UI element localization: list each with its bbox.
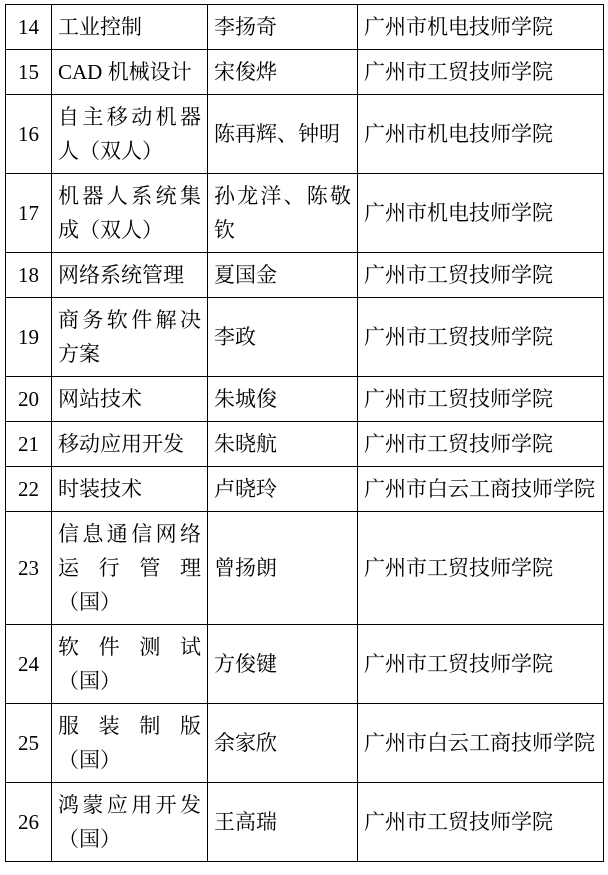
winner-name-cell	[208, 5, 358, 50]
row-number-cell	[6, 625, 52, 704]
school-name-cell	[358, 50, 604, 95]
winner-name-cell	[208, 467, 358, 512]
cell-line: 广州市工贸技师学院	[364, 263, 553, 287]
cell-line: 21	[18, 432, 39, 456]
row-number-cell	[6, 50, 52, 95]
cell-line: 曾扬朗	[214, 556, 277, 580]
cell-line: 软件测试	[58, 635, 201, 659]
cell-line: （国）	[58, 827, 121, 851]
cell-line: 19	[18, 325, 39, 349]
skill-name-cell	[52, 298, 208, 377]
table-row	[6, 95, 604, 174]
table-row	[6, 50, 604, 95]
cell-line: 宋俊烨	[214, 60, 277, 84]
cell-line: 方案	[58, 342, 100, 366]
cell-line: 26	[18, 810, 39, 834]
cell-line: （国）	[58, 748, 121, 772]
winner-name-cell	[208, 298, 358, 377]
winner-name-cell	[208, 625, 358, 704]
winner-name-cell	[208, 377, 358, 422]
school-name-cell	[358, 512, 604, 625]
row-number-cell	[6, 253, 52, 298]
table-row	[6, 625, 604, 704]
winner-name-cell	[208, 50, 358, 95]
skill-name-cell	[52, 704, 208, 783]
cell-line: 孙龙洋、陈敬	[214, 184, 351, 208]
skill-name-cell	[52, 783, 208, 862]
cell-line: 广州市工贸技师学院	[364, 432, 553, 456]
cell-line: 陈再辉、钟明	[214, 122, 340, 146]
row-number-cell	[6, 422, 52, 467]
winner-name-cell	[208, 783, 358, 862]
table-row	[6, 377, 604, 422]
winner-name-cell	[208, 512, 358, 625]
table-row	[6, 422, 604, 467]
cell-line: 机器人系统集	[58, 184, 201, 208]
school-name-cell	[358, 422, 604, 467]
cell-line: 广州市机电技师学院	[364, 122, 553, 146]
skill-name-cell	[52, 625, 208, 704]
cell-line: 自主移动机器	[58, 105, 201, 129]
row-number-cell	[6, 95, 52, 174]
skill-name-cell	[52, 174, 208, 253]
cell-line: 鸿蒙应用开发	[58, 793, 201, 817]
winner-name-cell	[208, 253, 358, 298]
school-name-cell	[358, 95, 604, 174]
school-name-cell	[358, 783, 604, 862]
cell-line: 15	[18, 60, 39, 84]
document-page	[0, 4, 608, 875]
cell-line: 广州市工贸技师学院	[364, 60, 553, 84]
row-number-cell	[6, 467, 52, 512]
skill-name-cell	[52, 253, 208, 298]
cell-line: 移动应用开发	[58, 432, 184, 456]
skill-name-cell	[52, 95, 208, 174]
cell-line: 成（双人）	[58, 218, 163, 242]
cell-line: 广州市机电技师学院	[364, 15, 553, 39]
row-number-cell	[6, 704, 52, 783]
row-number-cell	[6, 512, 52, 625]
cell-line: 14	[18, 15, 39, 39]
cell-line: 17	[18, 201, 39, 225]
table-row	[6, 174, 604, 253]
skill-name-cell	[52, 377, 208, 422]
cell-line: 广州市机电技师学院	[364, 201, 553, 225]
school-name-cell	[358, 625, 604, 704]
school-name-cell	[358, 298, 604, 377]
competition-results-table	[5, 4, 604, 862]
cell-line: 16	[18, 122, 39, 146]
cell-line: 信息通信网络	[58, 522, 201, 546]
cell-line: 18	[18, 263, 39, 287]
cell-line: 23	[18, 556, 39, 580]
cell-line: 商务软件解决	[58, 308, 201, 332]
school-name-cell	[358, 377, 604, 422]
cell-line: 25	[18, 731, 39, 755]
table-row	[6, 704, 604, 783]
row-number-cell	[6, 783, 52, 862]
table-body	[6, 5, 604, 862]
cell-line: 广州市工贸技师学院	[364, 387, 553, 411]
table-row	[6, 5, 604, 50]
cell-line: 李扬奇	[214, 15, 277, 39]
skill-name-cell	[52, 5, 208, 50]
cell-line: 人（双人）	[58, 139, 163, 163]
school-name-cell	[358, 704, 604, 783]
cell-line: 余家欣	[214, 731, 277, 755]
cell-line: 王高瑞	[214, 810, 277, 834]
table-row	[6, 467, 604, 512]
cell-line: CAD 机械设计	[58, 60, 192, 84]
table-row	[6, 512, 604, 625]
skill-name-cell	[52, 50, 208, 95]
cell-line: 广州市白云工商技师学院	[364, 477, 595, 501]
winner-name-cell	[208, 95, 358, 174]
cell-line: （国）	[58, 590, 121, 614]
skill-name-cell	[52, 512, 208, 625]
cell-line: 广州市工贸技师学院	[364, 325, 553, 349]
cell-line: 服装制版	[58, 714, 201, 738]
cell-line: 网站技术	[58, 387, 142, 411]
cell-line: 24	[18, 652, 39, 676]
cell-line: 李政	[214, 325, 256, 349]
school-name-cell	[358, 467, 604, 512]
cell-line: 广州市白云工商技师学院	[364, 731, 595, 755]
cell-line: 工业控制	[58, 15, 142, 39]
row-number-cell	[6, 377, 52, 422]
skill-name-cell	[52, 467, 208, 512]
cell-line: （国）	[58, 669, 121, 693]
cell-line: 夏国金	[214, 263, 277, 287]
cell-line: 20	[18, 387, 39, 411]
cell-line: 朱晓航	[214, 432, 277, 456]
row-number-cell	[6, 5, 52, 50]
row-number-cell	[6, 298, 52, 377]
skill-name-cell	[52, 422, 208, 467]
cell-line: 时装技术	[58, 477, 142, 501]
cell-line: 运行管理	[58, 556, 201, 580]
cell-line: 钦	[214, 218, 235, 242]
school-name-cell	[358, 174, 604, 253]
row-number-cell	[6, 174, 52, 253]
table-row	[6, 253, 604, 298]
winner-name-cell	[208, 422, 358, 467]
school-name-cell	[358, 253, 604, 298]
table-row	[6, 783, 604, 862]
cell-line: 22	[18, 477, 39, 501]
cell-line: 朱城俊	[214, 387, 277, 411]
cell-line: 方俊键	[214, 652, 277, 676]
cell-line: 广州市工贸技师学院	[364, 810, 553, 834]
cell-line: 网络系统管理	[58, 263, 184, 287]
school-name-cell	[358, 5, 604, 50]
winner-name-cell	[208, 174, 358, 253]
cell-line: 广州市工贸技师学院	[364, 652, 553, 676]
cell-line: 卢晓玲	[214, 477, 277, 501]
table-row	[6, 298, 604, 377]
cell-line: 广州市工贸技师学院	[364, 556, 553, 580]
winner-name-cell	[208, 704, 358, 783]
